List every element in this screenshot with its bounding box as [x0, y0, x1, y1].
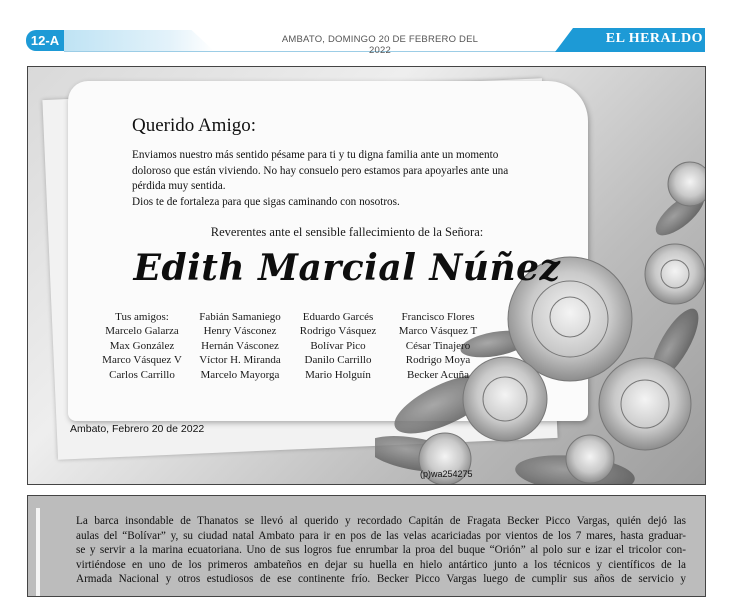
message-line: Enviamos nuestro más sentido pésame para ti y tu digna familia ante un momento	[132, 149, 499, 161]
friend-name: Hernán Vásconez	[201, 339, 279, 352]
obituary-article	[27, 495, 706, 597]
page-badge-tail	[64, 30, 214, 51]
friend-name: César Tinajero	[405, 339, 471, 352]
condolence-ad	[27, 66, 706, 485]
page-header	[0, 0, 730, 60]
message-line: pérdida muy sentida.	[132, 180, 226, 192]
article-line: La barca insondable de Thanatos se llevó al querido y recordado Capitán de Fragata Becker Picco Vargas, quién dejó las	[76, 515, 686, 527]
friend-name: Fabián Samaniego	[199, 311, 281, 323]
friend-name: Marco Vásquez T	[398, 325, 478, 338]
friend-name: Henry Vásconez	[203, 325, 277, 338]
friends-column	[286, 310, 390, 382]
friend-name: Marcelo Mayorga	[200, 368, 280, 381]
ad-code: (p)wa254275	[420, 469, 473, 479]
friends-column	[386, 310, 490, 382]
friend-name: Tus amigos:	[115, 311, 169, 323]
page-number: 12-A	[26, 30, 64, 51]
friends-column	[190, 310, 290, 382]
announcement-intro: Reverentes ante el sensible fallecimiento de la Señora:	[210, 225, 484, 239]
friends-column	[90, 310, 194, 382]
friend-name: Marcelo Galarza	[105, 325, 179, 338]
article-line: se y servir a la marina ecuatoriana. Uno de sus logros fue enrumbar la proa del buque “Orión” al polo sur e izar el tricolor con-	[76, 544, 686, 557]
friend-name: Rodrigo Moya	[405, 354, 471, 367]
friend-name: Mario Holguín	[305, 368, 371, 381]
article-line: virtiéndose en uno de los primeros ambateños en dejar su huella en hielo antártico junto a los técnicos y científicos de la	[76, 558, 686, 571]
deceased-name: Edith Marcial Núñez	[133, 247, 561, 289]
friend-name: Rodrigo Vásquez	[299, 325, 377, 338]
header-date: AMBATO, DOMINGO 20 DE FEBRERO DEL 2022	[281, 34, 479, 56]
greeting: Querido Amigo:	[132, 115, 257, 136]
article-line: aulas del “Bolívar” y, su ciudad natal Ambato para ir en pos de las velas acariciadas por vientos de los 7 mares, hasta graduar-	[76, 529, 686, 542]
friend-name: Danilo Carrillo	[304, 354, 372, 367]
friend-name: Becker Acuña	[407, 368, 469, 381]
condolence-message	[132, 148, 562, 210]
article-line: Armada Nacional y otros estudiosos de ese continente frío. Becker Picco Vargas luego de cumplir sus años de servicio y	[76, 573, 686, 586]
newspaper-brand: EL HERALDO	[605, 31, 703, 46]
message-line: Dios te de fortaleza para que sigas caminando con nosotros.	[132, 195, 400, 208]
message-line: doloroso que están viviendo. No hay consuelo pero estamos para apoyarles ante una	[132, 164, 509, 177]
article-side-bar	[36, 508, 40, 597]
place-date: Ambato, Febrero 20 de 2022	[70, 423, 205, 435]
friend-name: Max González	[109, 339, 175, 352]
friend-name: Víctor H. Miranda	[199, 354, 281, 367]
friend-name: Francisco Flores	[401, 311, 475, 323]
friend-name: Carlos Carrillo	[109, 368, 175, 381]
friend-name: Eduardo Garcés	[302, 311, 374, 323]
friend-name: Bolívar Pico	[310, 339, 366, 352]
friend-name: Marco Vásquez V	[102, 354, 182, 367]
article-body	[76, 514, 686, 587]
